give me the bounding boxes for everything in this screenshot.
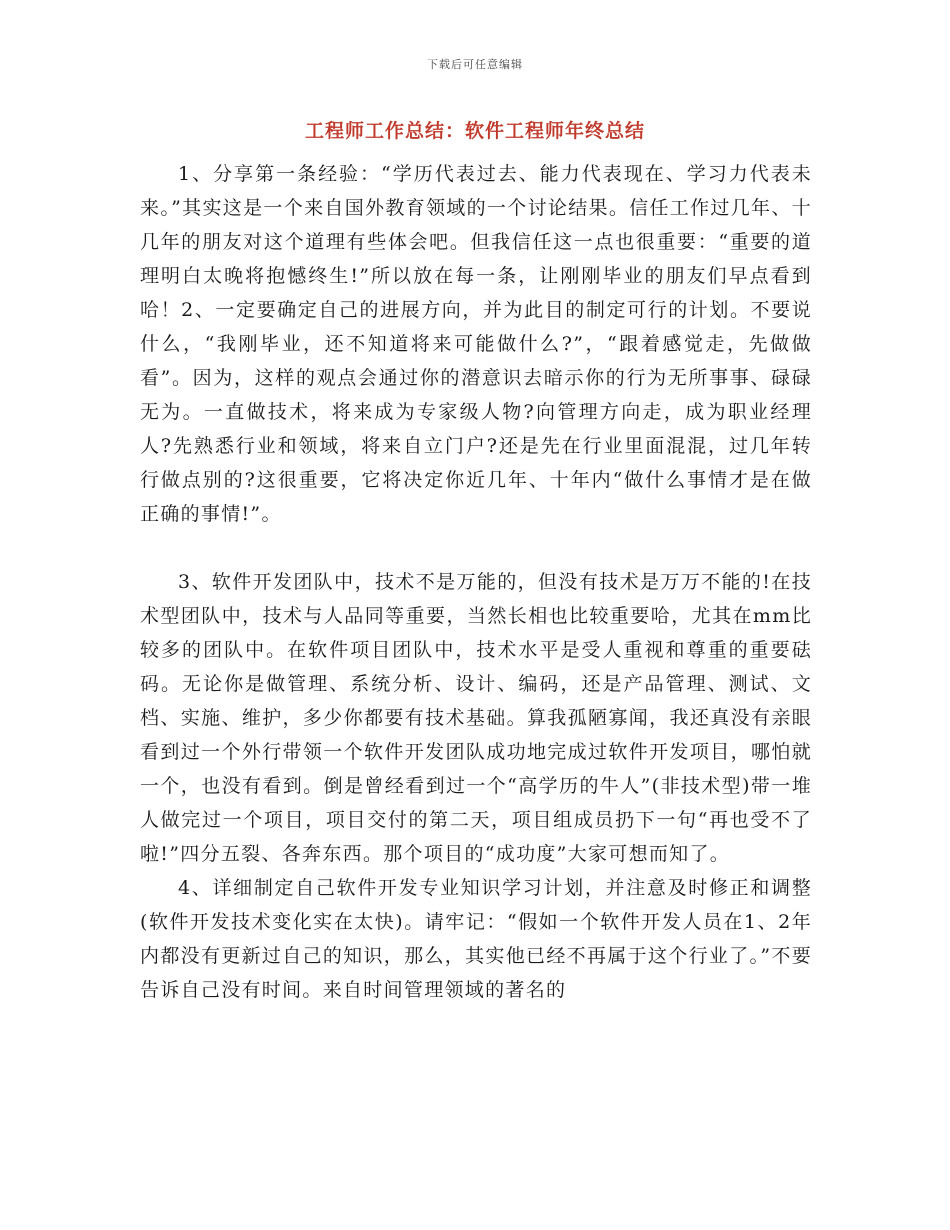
document-body <box>140 157 812 1007</box>
page-header-note: 下载后可任意编辑 <box>427 58 523 71</box>
paragraph-experience-4: 4、详细制定自己软件开发专业知识学习计划，并注意及时修正和调整(软件开发技术变化实在太快)。请牢记：“假如一个软件开发人员在1、2年内都没有更新过自己的知识，那么，其实他已经不再属于这个行业了。”不要告诉自己没有时间。来自时间管理领域的著名的 <box>140 877 812 1001</box>
document-title: 工程师工作总结：软件工程师年终总结 <box>304 120 645 142</box>
paragraph-experience-3: 3、软件开发团队中，技术不是万能的，但没有技术是万万不能的!在技术型团队中，技术与人品同等重要，当然长相也比较重要哈，尤其在mm比较多的团队中。在软件项目团队中，技术水平是受人重视和尊重的重要砝码。无论你是做管理、系统分析、设计、编码，还是产品管理、测试、文档、实施、维护，多少你都要有技术基础。算我孤陋寡闻，我还真没有亲眼看到过一个外行带领一个软件开发团队成功地完成过软件开发项目，哪怕就一个，也没有看到。倒是曾经看到过一个“高学历的牛人”(非技术型)带一堆人做完过一个项目，项目交付的第二天，项目组成员扔下一句“再也受不了啦!”四分五裂、各奔东西。那个项目的“成功度”大家可想而知了。 <box>140 571 812 865</box>
paragraph-experience-1-2: 1、分享第一条经验：“学历代表过去、能力代表现在、学习力代表未来。”其实这是一个来自国外教育领域的一个讨论结果。信任工作过几年、十几年的朋友对这个道理有些体会吧。但我信任这一点也很重要：“重要的道理明白太晚将抱憾终生!”所以放在每一条，让刚刚毕业的朋友们早点看到哈！2、一定要确定自己的进展方向，并为此目的制定可行的计划。不要说什么，“我刚毕业，还不知道将来可能做什么?”，“跟着感觉走，先做做看”。因为，这样的观点会通过你的潜意识去暗示你的行为无所事事、碌碌无为。一直做技术，将来成为专家级人物?向管理方向走，成为职业经理人?先熟悉行业和领域，将来自立门户?还是先在行业里面混混，过几年转行做点别的?这很重要，它将决定你近几年、十年内“做什么事情才是在做正确的事情!”。 <box>140 163 812 525</box>
